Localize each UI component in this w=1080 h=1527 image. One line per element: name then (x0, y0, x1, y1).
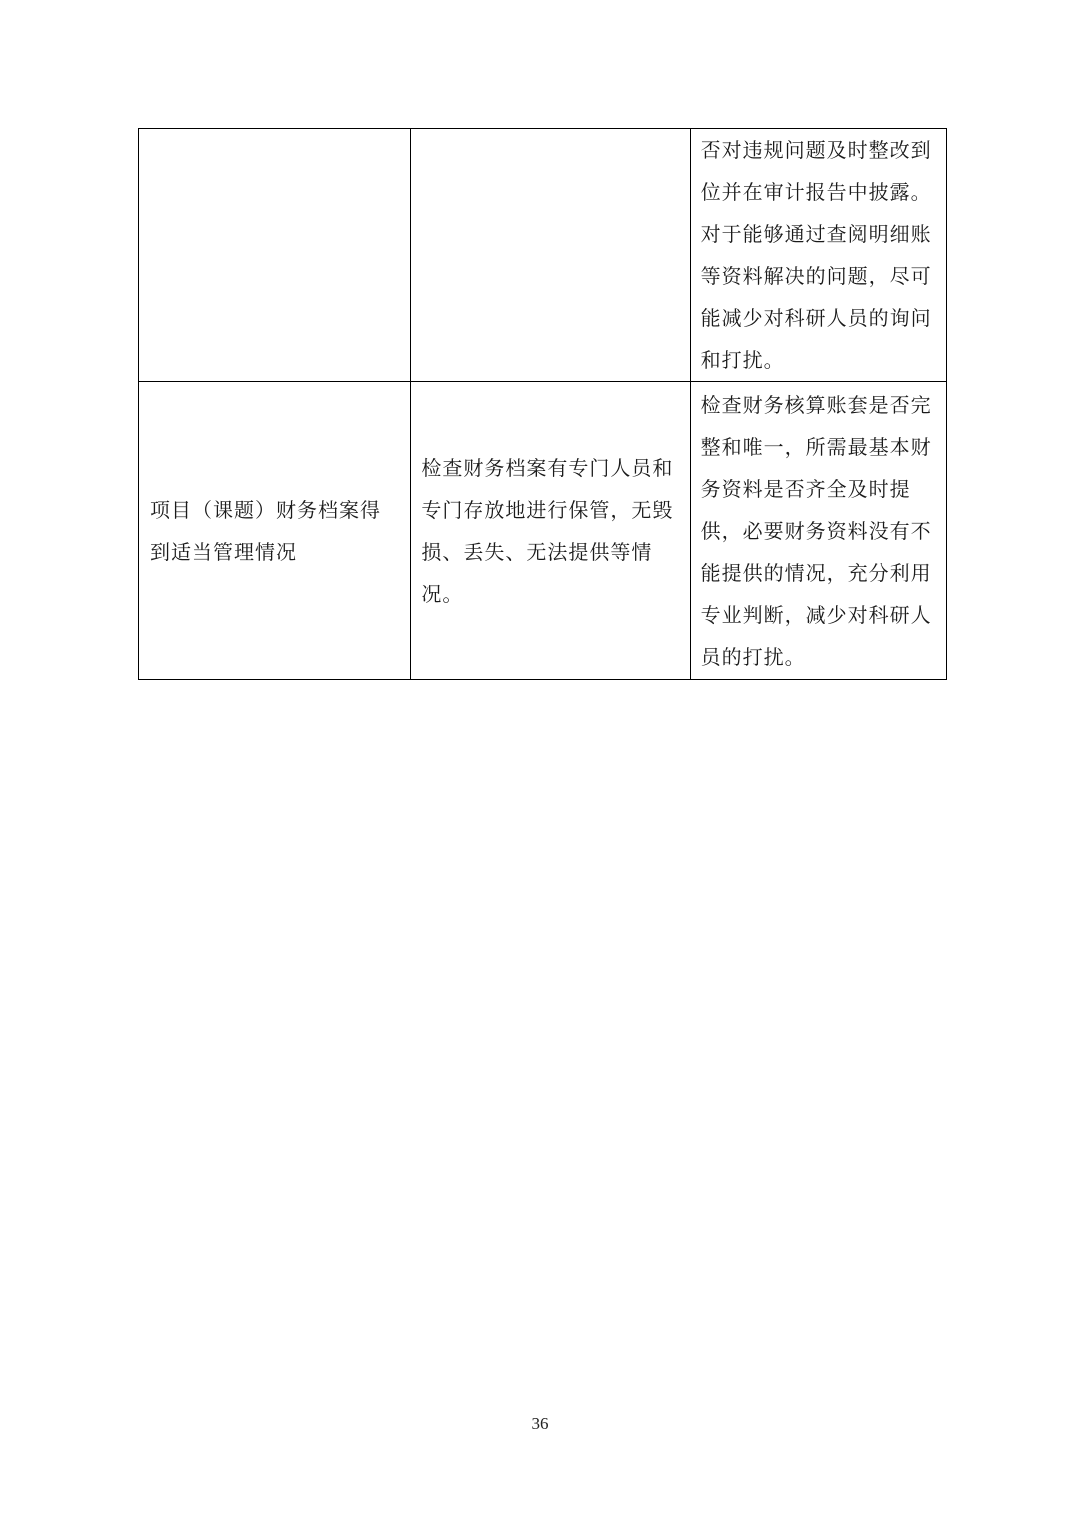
table-cell-audit-note: 否对违规问题及时整改到位并在审计报告中披露。对于能够通过查阅明细账等资料解决的问题，尽可能减少对科研人员的询问和打扰。 (690, 129, 946, 382)
audit-criteria-table (138, 128, 947, 680)
table-cell-audit-note: 检查财务核算账套是否完整和唯一，所需最基本财务资料是否齐全及时提供，必要财务资料没有不能提供的情况，充分利用专业判断，减少对科研人员的打扰。 (690, 382, 946, 680)
table-row (139, 129, 947, 382)
table-cell-item: 项目（课题）财务档案得到适当管理情况 (139, 382, 411, 680)
table-row (139, 382, 947, 680)
table-cell-item (139, 129, 411, 382)
page-number: 36 (531, 1414, 549, 1433)
table-cell-check-content (411, 129, 690, 382)
table-cell-check-content: 检查财务档案有专门人员和专门存放地进行保管，无毁损、丢失、无法提供等情况。 (411, 382, 690, 680)
